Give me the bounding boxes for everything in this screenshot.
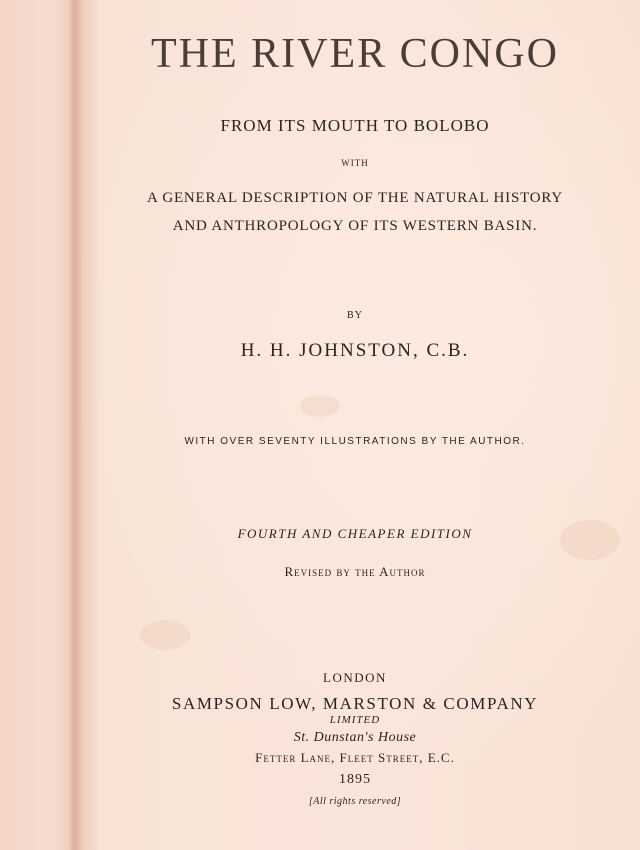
by-label: BY — [347, 310, 363, 321]
illustrations-note: WITH OVER SEVENTY ILLUSTRATIONS BY THE AUTHOR. — [184, 436, 526, 447]
publisher-name: SAMPSON LOW, MARSTON & COMPANY — [171, 694, 539, 713]
description-line-2: AND ANTHROPOLOGY OF ITS WESTERN BASIN. — [172, 218, 538, 234]
edition-note: FOURTH AND CHEAPER EDITION — [237, 526, 473, 541]
publisher-address: Fetter Lane, Fleet Street, E.C. — [255, 750, 455, 765]
book-gutter — [68, 0, 82, 850]
publisher-limited: LIMITED — [329, 714, 381, 726]
with-label: WITH — [341, 158, 369, 168]
revised-note: Revised by the Author — [284, 564, 426, 579]
title-page — [90, 0, 620, 850]
publication-city: LONDON — [323, 670, 387, 685]
book-title: THE RIVER CONGO — [151, 31, 559, 77]
book-subtitle: FROM ITS MOUTH TO BOLOBO — [220, 116, 490, 135]
publisher-house: St. Dunstan's House — [293, 730, 417, 745]
rights-notice: [All rights reserved] — [308, 796, 402, 807]
description-line-1: A GENERAL DESCRIPTION OF THE NATURAL HISTORY — [146, 190, 564, 206]
publication-year: 1895 — [339, 772, 371, 787]
author-name: H. H. JOHNSTON, C.B. — [240, 340, 470, 361]
